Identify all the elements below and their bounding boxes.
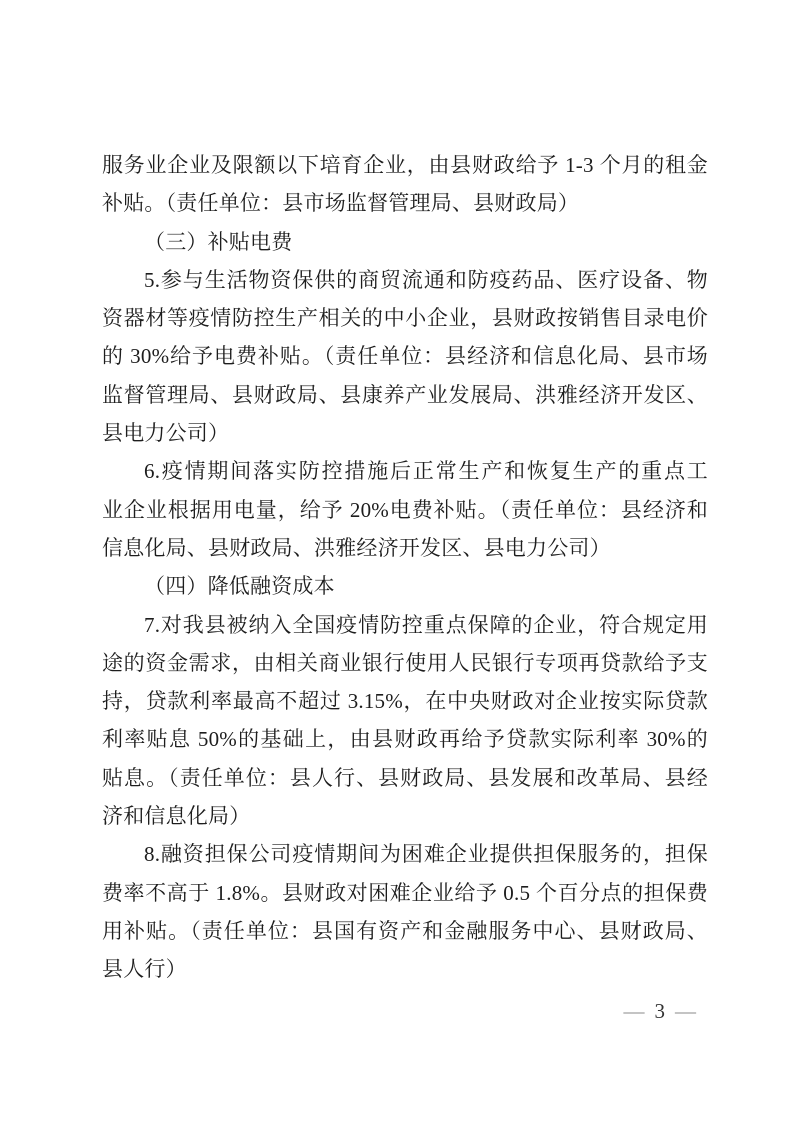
text-line: 贴息。（责任单位：县人行、县财政局、县发展和改革局、县经: [102, 765, 708, 790]
text-line: 途的资金需求，由相关商业银行使用人民银行专项再贷款给予支: [102, 650, 708, 675]
section-heading: （三）补贴电费: [144, 229, 293, 254]
page-number-dash: —: [623, 999, 645, 1023]
text-line: 5.参与生活物资保供的商贸流通和防疫药品、医疗设备、物: [144, 267, 708, 292]
page-number-dash: —: [675, 999, 696, 1023]
section-heading: （四）降低融资成本: [144, 574, 335, 599]
text-line: 补贴。（责任单位：县市场监督管理局、县财政局）: [102, 191, 580, 216]
text-line: 7.对我县被纳入全国疫情防控重点保障的企业，符合规定用: [144, 612, 708, 637]
document-body: [102, 146, 708, 989]
text-line: 8.融资担保公司疫情期间为困难企业提供担保服务的，担保: [144, 842, 708, 867]
text-line: 县人行）: [102, 957, 187, 982]
text-line: 监督管理局、县财政局、县康养产业发展局、洪雅经济开发区、: [102, 382, 708, 407]
text-line: 业企业根据用电量，给予 20%电费补贴。（责任单位：县经济和: [102, 497, 708, 522]
text-line: 持，贷款利率最高不超过 3.15%，在中央财政对企业按实际贷款: [102, 689, 708, 714]
text-line: 济和信息化局）: [102, 804, 251, 829]
page-number: [614, 998, 707, 1024]
text-line: 用补贴。（责任单位：县国有资产和金融服务中心、县财政局、: [102, 918, 708, 943]
text-line: 县电力公司）: [102, 421, 230, 446]
text-line: 的 30%给予电费补贴。（责任单位：县经济和信息化局、县市场: [102, 344, 708, 369]
text-line: 利率贴息 50%的基础上，由县财政再给予贷款实际利率 30%的: [102, 727, 708, 752]
text-line: 服务业企业及限额以下培育企业，由县财政给予 1-3 个月的租金: [102, 153, 708, 177]
text-line: 信息化局、县财政局、洪雅经济开发区、县电力公司）: [102, 535, 611, 560]
text-line: 6.疫情期间落实防控措施后正常生产和恢复生产的重点工: [144, 459, 708, 484]
page-number-value: 3: [654, 999, 665, 1023]
text-line: 资器材等疫情防控生产相关的中小企业，县财政按销售目录电价: [102, 306, 708, 331]
text-line: 费率不高于 1.8%。县财政对困难企业给予 0.5 个百分点的担保费: [102, 880, 708, 905]
